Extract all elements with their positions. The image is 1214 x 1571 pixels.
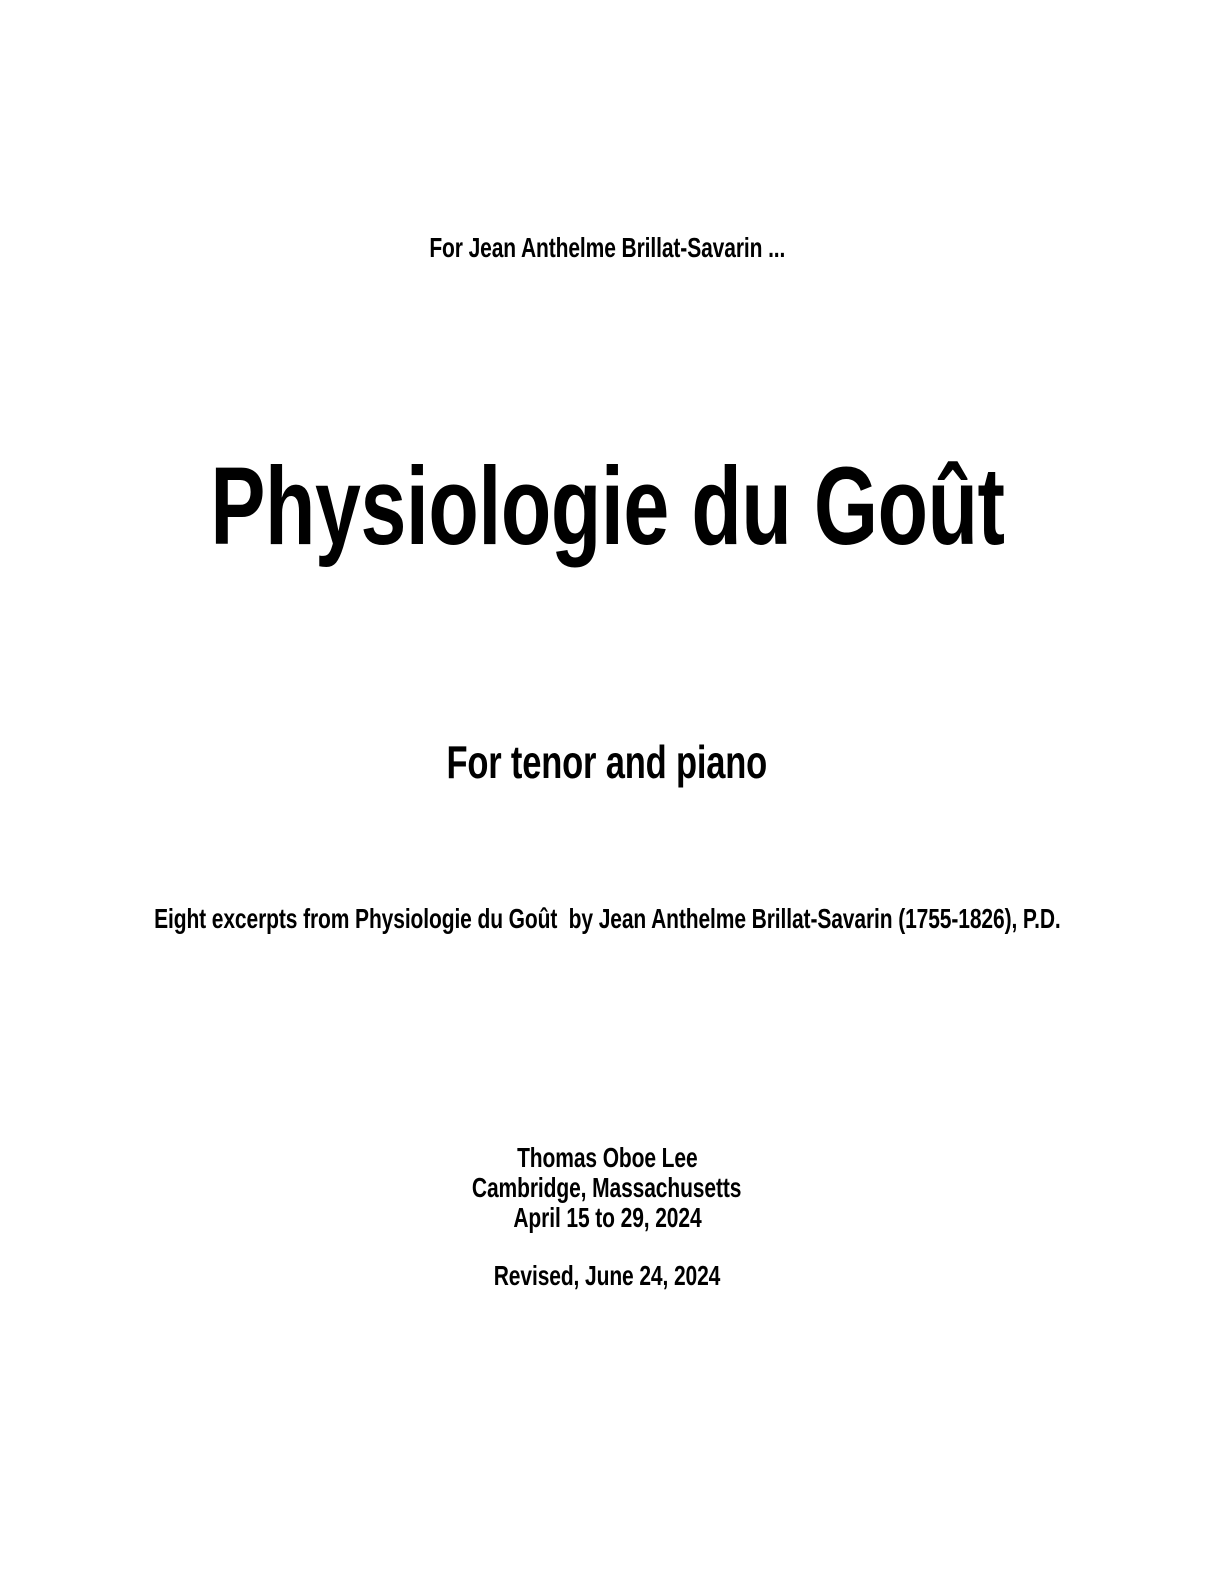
instrumentation-subtitle	[0, 736, 1214, 788]
work-title-text: Physiologie du Goût	[209, 445, 1005, 568]
composer-location	[0, 1173, 1214, 1203]
credits-block	[0, 1143, 1214, 1233]
page-title	[0, 445, 1214, 568]
composition-dates	[0, 1203, 1214, 1233]
revision-date-text: Revised, June 24, 2024	[493, 1260, 721, 1291]
composition-dates-text: April 15 to 29, 2024	[512, 1202, 702, 1233]
dedication-text: For Jean Anthelme Brillat-Savarin ...	[429, 232, 785, 263]
dedication-line	[0, 234, 1214, 262]
composer-name-text: Thomas Oboe Lee	[516, 1142, 698, 1173]
excerpts-note	[0, 905, 1214, 933]
revision-date-line	[0, 1262, 1214, 1290]
composer-name	[0, 1143, 1214, 1173]
excerpts-note-text: Eight excerpts from Physiologie du Goût by Jean Anthelme Brillat-Savarin (1755-1826), P.D.	[153, 903, 1061, 934]
composer-location-text: Cambridge, Massachusetts	[472, 1172, 742, 1203]
instrumentation-text: For tenor and piano	[446, 736, 768, 788]
